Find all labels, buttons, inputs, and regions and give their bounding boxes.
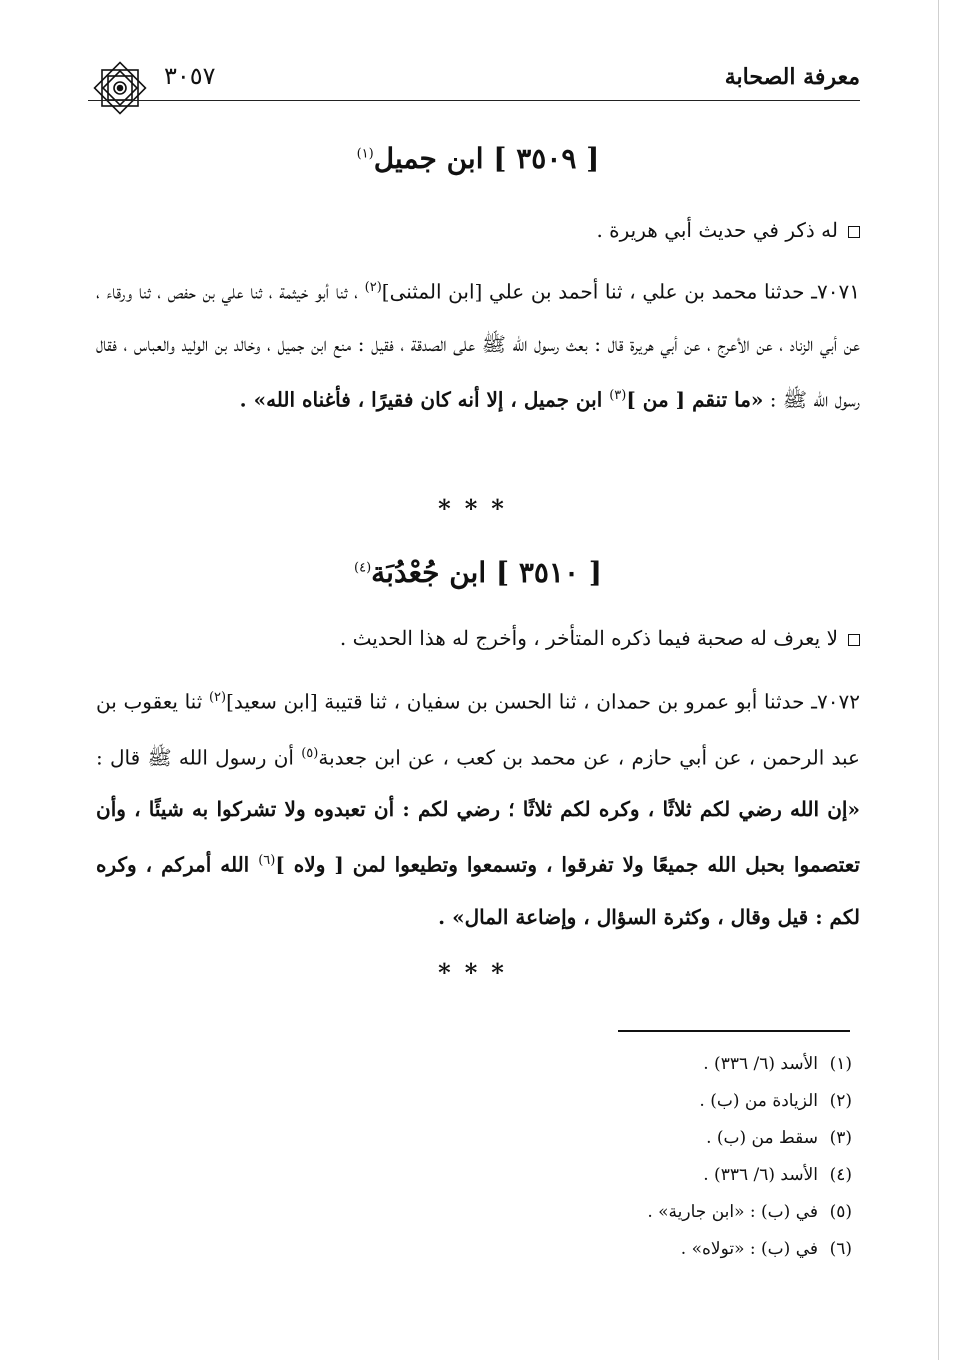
hadith-7072	[96, 672, 860, 943]
footnote-ref: (٣)	[609, 387, 627, 403]
footnote-ref: (٤)	[354, 560, 372, 576]
footnote-number: (٦)	[829, 1239, 852, 1259]
prophetic-quote: «إن الله رضي لكم ثلاثًا ، وكره لكم ثلاثًا ؛ رضي لكم : أن تعبدوه ولا تشركوا به شيئًا ، وأن تعتصموا بحبل الله جميعًا ولا تفرقوا ، وتسمعوا وتطيعوا لمن [ ولاه ]	[96, 797, 860, 877]
entry-3510-intro	[96, 612, 860, 664]
intro-text: له ذكر في حديث أبي هريرة .	[596, 218, 838, 242]
footnote	[560, 1231, 852, 1268]
square-bullet-icon	[848, 226, 860, 238]
entry-name: ابن جميل	[373, 142, 484, 175]
hadith-text: ثنا يعقوب بن عبد الرحمن ، عن أبي حازم ، عن محمد بن كعب ، عن ابن جعدبة	[96, 689, 860, 770]
entry-number: [ ٣٥٠٩ ]	[493, 142, 600, 175]
prophetic-quote: الله أمركم ، وكره لكم : قيل وقال ، وكثرة السؤال ، وإضاعة المال» .	[96, 852, 860, 929]
section-separator: ***	[438, 958, 518, 987]
hadith-text: أن رسول الله ﷺ قال :	[96, 745, 302, 770]
octagonal-star-ornament-icon	[88, 56, 152, 120]
hadith-7071	[96, 262, 860, 425]
footnote-number: (٥)	[829, 1202, 852, 1222]
entry-number: [ ٣٥١٠ ]	[495, 556, 602, 589]
page-edge-line	[938, 0, 939, 1360]
footnote-text: سقط من (ب) .	[706, 1128, 818, 1148]
entry-name: ابن جُعْدُبَة	[371, 556, 487, 589]
footnote	[560, 1046, 852, 1083]
footnote	[560, 1083, 852, 1120]
footnote-text: الأسد (٦/ ٣٣٦) .	[703, 1054, 818, 1074]
section-separator: ***	[438, 494, 518, 523]
footnote	[560, 1157, 852, 1194]
footnote-ref: (٢)	[208, 690, 227, 705]
footnote-number: (٣)	[829, 1128, 852, 1148]
footnote-number: (٤)	[829, 1165, 852, 1185]
footnote-ref: (٦)	[258, 853, 276, 869]
hadith-text: ٧٠٧١ـ حدثنا محمد بن علي ، ثنا أحمد بن علي [ابن المثنى]	[381, 279, 860, 304]
footnote	[560, 1120, 852, 1157]
page-header	[88, 52, 860, 112]
footnote-ref: (٢)	[364, 280, 382, 295]
footnote-number: (٢)	[829, 1091, 852, 1111]
entry-3509-intro	[96, 204, 860, 256]
footnote-rule	[618, 1030, 850, 1032]
footnote-text: الزيادة من (ب) .	[699, 1091, 818, 1111]
footnote-number: (١)	[829, 1054, 852, 1074]
prophetic-quote: ابن جميل ، إلا أنه كان فقيرًا ، فأغناه الله» .	[239, 387, 610, 412]
footnote-ref: (١)	[356, 146, 374, 162]
footnotes	[560, 1046, 852, 1268]
square-bullet-icon	[848, 634, 860, 646]
hadith-text: ، ثنا أبو خيثمة ، ثنا علي بن حفص ، ثنا ورقاء ، عن أبي الزناد ، عن الأعرج ، عن أبي هريرة قال : بعث رسول الله ﷺ على الصدقة ، فقيل : منع ابن جميل ، وخالد بن الوليد والعباس ، فقال رسول الله ﷺ :	[96, 279, 860, 412]
prophetic-quote: «ما تنقم [ من ]	[626, 387, 764, 412]
footnote-text: الأسد (٦/ ٣٣٦) .	[703, 1165, 818, 1185]
hadith-text: ٧٠٧٢ـ حدثنا أبو عمرو بن حمدان ، ثنا الحسن بن سفيان ، ثنا قتيبة [ابن سعيد]	[226, 689, 860, 714]
intro-text: لا يعرف له صحبة فيما ذكره المتأخر ، وأخرج له هذا الحديث .	[339, 626, 838, 650]
footnote	[560, 1194, 852, 1231]
running-title: معرفة الصحابة	[724, 64, 860, 90]
footnote-text: في (ب) : «تولاه» .	[680, 1239, 818, 1259]
footnote-text: في (ب) : «ابن جارية» .	[647, 1202, 818, 1222]
entry-heading-3509	[96, 142, 860, 175]
header-rule	[88, 100, 860, 101]
entry-heading-3510	[96, 556, 860, 589]
footnote-ref: (٥)	[301, 745, 319, 761]
page-number: ٣٠٥٧	[164, 62, 216, 90]
